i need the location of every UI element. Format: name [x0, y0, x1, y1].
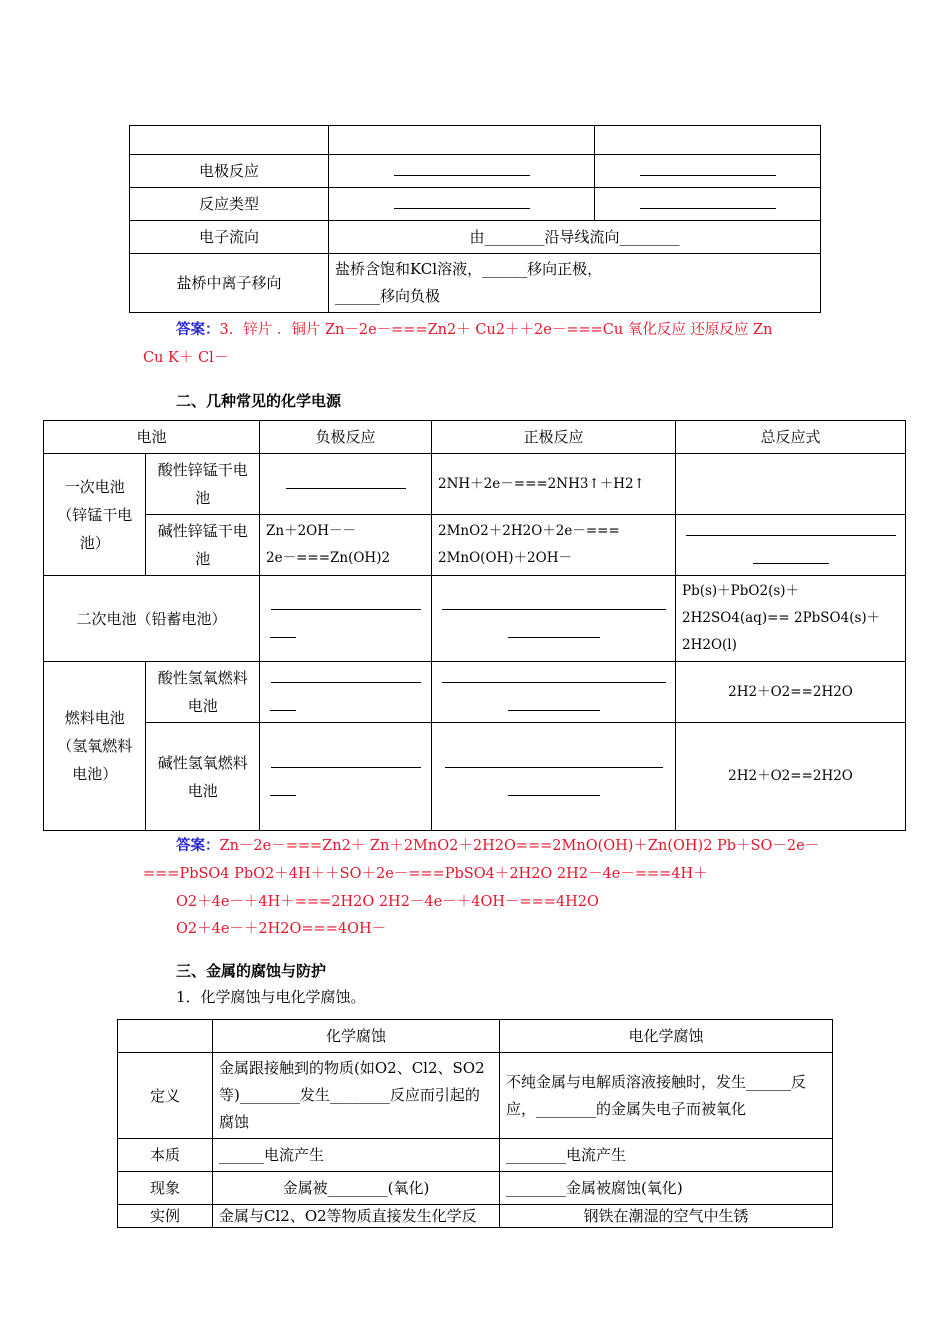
t2-header: 电池	[44, 421, 260, 454]
t1-blank-cell	[595, 155, 821, 188]
t3-elec-cell: ________金属被腐蚀(氧化)	[500, 1172, 833, 1205]
t3-row-label: 本质	[118, 1139, 213, 1172]
t2-battery-name: 碱性氢氧燃料电池	[146, 723, 260, 831]
t3-header: 电化学腐蚀	[500, 1020, 833, 1053]
section-subtitle: 1．化学腐蚀与电化学腐蚀。	[176, 988, 366, 1006]
t2-total-reaction: 2H2＋O2==2H2O	[676, 662, 906, 723]
t1-salt-bridge-line: 盐桥含饱和KCl溶液，______移向正极，	[335, 260, 603, 278]
t2-empty-cell	[676, 454, 906, 515]
t1-electron-flow: 由________沿导线流向________	[329, 221, 821, 254]
t1-blank-cell	[329, 155, 595, 188]
t1-row-label: 盐桥中离子移向	[130, 254, 329, 313]
t2-reaction-line: 2MnO2＋2H2O＋2e－===	[438, 523, 620, 539]
t3-header: 化学腐蚀	[213, 1020, 500, 1053]
t1-row-label: 反应类型	[130, 188, 329, 221]
t1-blank-cell	[595, 188, 821, 221]
t3-chem-def: 金属跟接触到的物质(如O2、Cl2、SO2等)________发生________反应而引起的腐蚀	[213, 1053, 500, 1139]
t2-group-label: 二次电池（铅蓄电池）	[44, 576, 260, 662]
t2-blank-cell	[676, 515, 906, 576]
t2-reaction-line: Zn＋2OH－－	[266, 523, 357, 539]
answer-label: 答案：	[176, 321, 220, 338]
t1-blank-cell	[329, 188, 595, 221]
t2-blank-cell	[432, 723, 676, 831]
t2-blank-cell	[432, 662, 676, 723]
t2-battery-name: 酸性锌锰干电池	[146, 454, 260, 515]
t3-row-label: 定义	[118, 1053, 213, 1139]
t2-blank-cell	[432, 576, 676, 662]
t1-header-cell	[329, 126, 595, 155]
t3-elec-def: 不纯金属与电解质溶液接触时，发生______反应，________的金属失电子而被氧化	[500, 1053, 833, 1139]
t2-blank-cell	[260, 454, 432, 515]
t3-chem-cell: ______电流产生	[213, 1139, 500, 1172]
t2-reaction-line: Pb(s)＋PbO2(s)＋	[682, 583, 800, 599]
t1-header-cell	[595, 126, 821, 155]
t2-negative-reaction	[260, 515, 432, 576]
t1-salt-bridge-line: ______移向负极	[335, 287, 441, 305]
answer-text: O2＋4e－＋2H2O===4OH－	[176, 921, 387, 937]
t1-salt-bridge	[329, 254, 821, 313]
answer-text: 3．锌片 ．铜片 Zn－2e－===Zn2＋ Cu2＋＋2e－===Cu 氧化反应 还原反应 Zn	[219, 322, 773, 338]
t2-reaction-line: 2H2SO4(aq)== 2PbSO4(s)＋	[682, 610, 881, 626]
t2-group-label: 燃料电池（氢氧燃料电池）	[44, 662, 146, 831]
answer-block-2	[176, 832, 819, 860]
t2-positive-reaction	[432, 515, 676, 576]
t2-header: 总反应式	[676, 421, 906, 454]
t1-row-label: 电子流向	[130, 221, 329, 254]
t3-elec-cell: ________电流产生	[500, 1139, 833, 1172]
answer-text: O2＋4e－＋4H＋===2H2O 2H2－4e－＋4OH－===4H2O	[176, 894, 599, 910]
t2-positive-reaction: 2NH＋2e－===2NH3↑＋H2↑	[432, 454, 676, 515]
answer-text: ===PbSO4 PbO2＋4H＋＋SO＋2e－===PbSO4＋2H2O 2H2－4e－===4H＋	[143, 866, 708, 882]
t3-chem-cell: 金属与Cl2、O2等物质直接发生化学反	[213, 1205, 500, 1228]
t1-row-label: 电极反应	[130, 155, 329, 188]
corrosion-table	[117, 1019, 833, 1228]
answer-text: Cu K＋ Cl－	[143, 350, 229, 366]
t2-battery-name: 碱性锌锰干电池	[146, 515, 260, 576]
t2-total-reaction: 2H2＋O2==2H2O	[676, 723, 906, 831]
answer-block-1	[176, 316, 772, 344]
t3-row-label: 现象	[118, 1172, 213, 1205]
section-title: 三、金属的腐蚀与防护	[176, 962, 327, 980]
t1-header-cell	[130, 126, 329, 155]
t2-blank-cell	[260, 662, 432, 723]
t2-header: 负极反应	[260, 421, 432, 454]
t2-blank-cell	[260, 576, 432, 662]
t2-reaction-line: 2H2O(l)	[682, 637, 737, 653]
answer-label: 答案：	[176, 837, 220, 854]
section-title: 二、几种常见的化学电源	[176, 392, 342, 410]
t3-header	[118, 1020, 213, 1053]
t2-reaction-line: 2MnO(OH)＋2OH－	[438, 550, 572, 566]
answer-text: Zn－2e－===Zn2＋ Zn＋2MnO2＋2H2O===2MnO(OH)＋Zn(OH)2 Pb＋SO－2e－	[219, 838, 820, 854]
t2-battery-name: 酸性氢氧燃料电池	[146, 662, 260, 723]
t3-row-label: 实例	[118, 1205, 213, 1228]
t2-reaction-line: 2e－===Zn(OH)2	[266, 550, 391, 566]
battery-table	[43, 420, 906, 831]
electrode-table	[129, 125, 821, 313]
t2-header: 正极反应	[432, 421, 676, 454]
t2-total-reaction	[676, 576, 906, 662]
t2-blank-cell	[260, 723, 432, 831]
t3-elec-cell: 钢铁在潮湿的空气中生锈	[500, 1205, 833, 1228]
t2-group-label: 一次电池（锌锰干电池）	[44, 454, 146, 576]
t3-chem-cell: 金属被________(氧化)	[213, 1172, 500, 1205]
